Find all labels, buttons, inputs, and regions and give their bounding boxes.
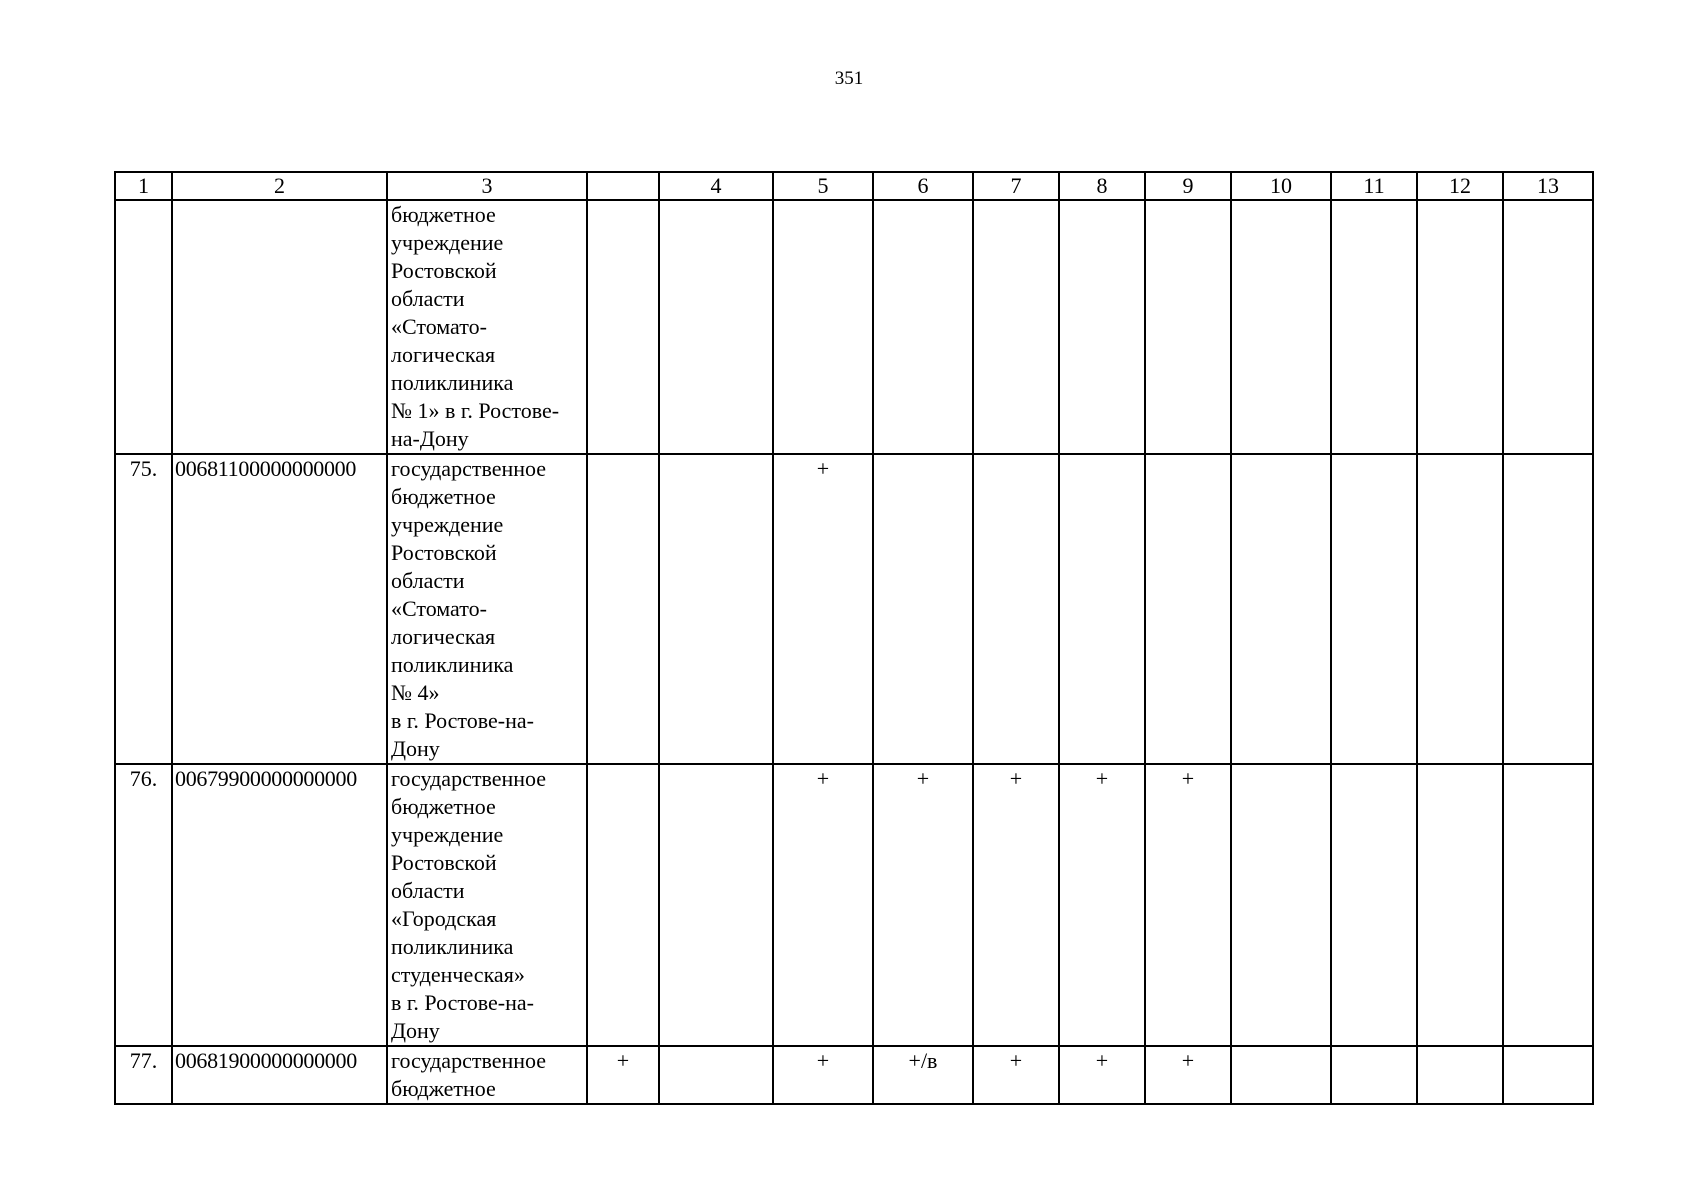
organization-name-line: «Стомато- <box>391 596 487 621</box>
mark-cell <box>1331 764 1417 1046</box>
mark-cell <box>1331 1046 1417 1104</box>
organization-name-line: учреждение <box>391 512 504 537</box>
mark-cell <box>973 200 1059 454</box>
organization-name-line: в г. Ростове-на- <box>391 990 534 1015</box>
organization-name-line: поликлиника <box>391 370 514 395</box>
organization-name <box>387 454 587 764</box>
mark-cell <box>1503 1046 1593 1104</box>
mark-cell <box>1331 454 1417 764</box>
organization-name <box>387 200 587 454</box>
mark-cell <box>1331 200 1417 454</box>
mark-cell: + <box>1145 1046 1231 1104</box>
mark-cell <box>873 454 973 764</box>
organization-name-line: на-Дону <box>391 426 469 451</box>
header-cell: 10 <box>1231 172 1331 200</box>
mark-cell <box>1503 454 1593 764</box>
mark-cell <box>1145 200 1231 454</box>
mark-cell <box>1231 764 1331 1046</box>
organization-name-line: бюджетное <box>391 1076 496 1101</box>
table-row <box>115 200 1593 454</box>
register-table <box>114 171 1594 1105</box>
mark-cell: + <box>773 1046 873 1104</box>
header-cell: 7 <box>973 172 1059 200</box>
mark-cell <box>1231 200 1331 454</box>
mark-cell <box>659 1046 773 1104</box>
row-number: 75. <box>115 454 172 764</box>
organization-code: 00681100000000000 <box>172 454 387 764</box>
organization-name-line: «Стомато- <box>391 314 487 339</box>
organization-name-line: «Городская <box>391 906 497 931</box>
organization-name-line: № 1» в г. Ростове- <box>391 398 560 423</box>
mark-cell <box>1231 454 1331 764</box>
header-cell: 13 <box>1503 172 1593 200</box>
organization-name-line: Дону <box>391 736 440 761</box>
organization-name-line: учреждение <box>391 230 504 255</box>
mark-cell <box>1503 200 1593 454</box>
organization-name-line: поликлиника <box>391 934 514 959</box>
mark-cell <box>1417 454 1503 764</box>
mark-cell <box>973 454 1059 764</box>
organization-name <box>387 764 587 1046</box>
mark-cell: +/в <box>873 1046 973 1104</box>
mark-cell: + <box>1059 1046 1145 1104</box>
organization-name-line: бюджетное <box>391 484 496 509</box>
organization-name-line: области <box>391 286 465 311</box>
header-cell: 8 <box>1059 172 1145 200</box>
mark-cell <box>659 764 773 1046</box>
mark-cell <box>587 454 659 764</box>
organization-code: 00681900000000000 <box>172 1046 387 1104</box>
organization-name-line: области <box>391 568 465 593</box>
header-cell: 12 <box>1417 172 1503 200</box>
table-row <box>115 454 1593 764</box>
row-number: 76. <box>115 764 172 1046</box>
organization-name-line: в г. Ростове-на- <box>391 708 534 733</box>
organization-name-line: государственное <box>391 456 547 481</box>
mark-cell: + <box>973 764 1059 1046</box>
organization-name-line: государственное <box>391 1048 547 1073</box>
header-cell: 4 <box>659 172 773 200</box>
mark-cell <box>659 200 773 454</box>
header-cell <box>587 172 659 200</box>
mark-cell <box>1503 764 1593 1046</box>
organization-name-line: Ростовской <box>391 850 497 875</box>
organization-name-line: учреждение <box>391 822 504 847</box>
mark-cell <box>1417 764 1503 1046</box>
organization-name-line: бюджетное <box>391 202 496 227</box>
mark-cell <box>587 764 659 1046</box>
mark-cell <box>1145 454 1231 764</box>
organization-name-line: Ростовской <box>391 258 497 283</box>
row-number <box>115 200 172 454</box>
header-cell: 2 <box>172 172 387 200</box>
header-cell: 11 <box>1331 172 1417 200</box>
mark-cell: + <box>587 1046 659 1104</box>
header-cell: 3 <box>387 172 587 200</box>
header-cell: 5 <box>773 172 873 200</box>
mark-cell <box>773 200 873 454</box>
organization-name-line: логическая <box>391 342 496 367</box>
organization-name-line: Дону <box>391 1018 440 1043</box>
table-body <box>115 172 1593 1104</box>
mark-cell <box>1059 200 1145 454</box>
mark-cell <box>1059 454 1145 764</box>
mark-cell <box>587 200 659 454</box>
header-row <box>115 172 1593 200</box>
organization-code <box>172 200 387 454</box>
header-cell: 6 <box>873 172 973 200</box>
mark-cell: + <box>873 764 973 1046</box>
organization-name-line: логическая <box>391 624 496 649</box>
organization-name <box>387 1046 587 1104</box>
organization-name-line: № 4» <box>391 680 440 705</box>
mark-cell <box>659 454 773 764</box>
organization-name-line: студенческая» <box>391 962 525 987</box>
page-number: 351 <box>834 68 864 89</box>
row-number: 77. <box>115 1046 172 1104</box>
organization-name-line: бюджетное <box>391 794 496 819</box>
mark-cell <box>1417 200 1503 454</box>
mark-cell: + <box>773 454 873 764</box>
organization-name-line: поликлиника <box>391 652 514 677</box>
mark-cell <box>1417 1046 1503 1104</box>
header-cell: 9 <box>1145 172 1231 200</box>
organization-name-line: государственное <box>391 766 547 791</box>
mark-cell: + <box>973 1046 1059 1104</box>
mark-cell: + <box>1145 764 1231 1046</box>
mark-cell: + <box>1059 764 1145 1046</box>
organization-code: 00679900000000000 <box>172 764 387 1046</box>
organization-name-line: Ростовской <box>391 540 497 565</box>
mark-cell: + <box>773 764 873 1046</box>
mark-cell <box>1231 1046 1331 1104</box>
mark-cell <box>873 200 973 454</box>
table-row <box>115 764 1593 1046</box>
organization-name-line: области <box>391 878 465 903</box>
table-row <box>115 1046 1593 1104</box>
header-cell: 1 <box>115 172 172 200</box>
